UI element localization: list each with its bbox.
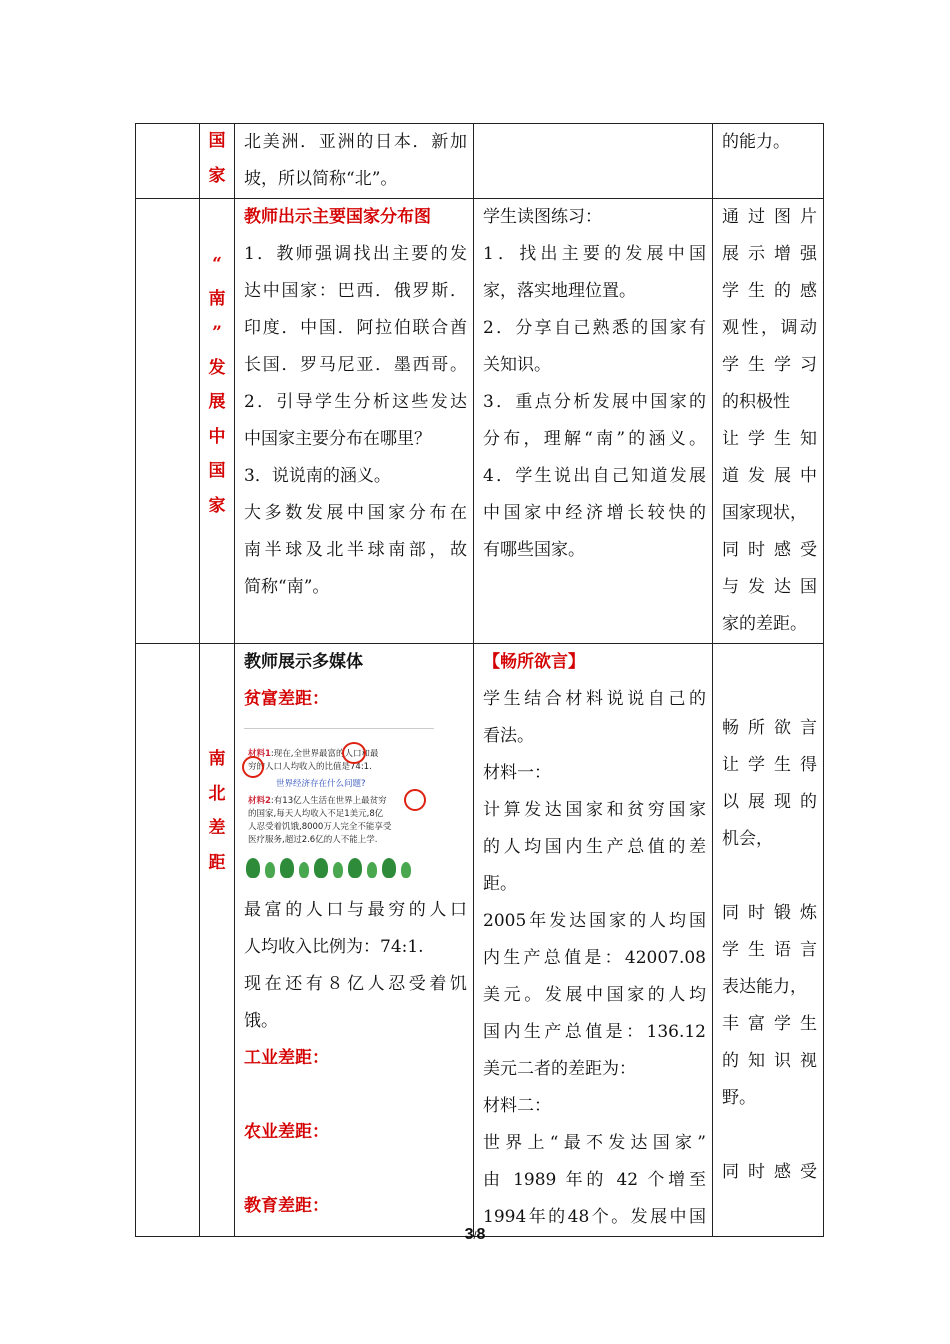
table-row [136,644,824,1237]
blank-column-cell [136,199,200,644]
tree-icon [333,862,343,878]
page-number: 3/8 [464,1226,486,1243]
highlight-circle [242,756,264,778]
design-intent-cell: 畅所欲言 让学生得 以展现的 机会， 同时锻炼 学生语言 表达能力， 丰富学生 的知识视 野。 同时感受 [713,644,824,1237]
teacher-activity-cell: 北美洲．亚洲的日本．新加 坡，所以简称“北”。 [235,124,474,199]
design-intent-cell: 的能力。 [713,124,824,199]
table-row [136,124,824,199]
student-activity-cell: 学生读图练习： 1．找出主要的发展中国 家，落实地理位置。 2．分享自己熟悉的国家有 关知识。 3．重点分析发展中国家的 分布，理解“南”的涵义。 4．学生说出自己知道发展 中国家中经济增长较快的 有哪些国家。 [474,199,713,644]
tree-icon [382,858,396,878]
table-row [136,199,824,644]
teacher-activity-cell: 教师展示多媒体 贫富差距： 材料1:现在,全世界最富的人口和最 穷的人口人均收入的比值是74:1. 世界经济存在什么问题? 材料2:有13亿人生活在世界上最贫穷 的国家,每天人均收入不足1美元,8亿 人忍受着饥饿,8000万人完全不能享受 医疗服务,超过2.6亿的人不能上学. 最富的人口与最穷的人口 人均收入比例为：74:1. 现在还有８亿人忍受着饥 饿。 工业差距： 农业差距： 教育差距： [235,644,474,1237]
tree-icon [314,858,328,878]
slide-top-rule [244,728,434,729]
tree-icon [299,862,309,878]
teacher-heading: 教师展示多媒体 [244,652,363,672]
lesson-plan-table [135,123,824,1237]
tree-icon [280,858,294,878]
tree-icon [348,858,362,878]
teacher-heading: 教师出示主要国家分布图 [244,207,431,227]
teacher-activity-cell: 教师出示主要国家分布图 1．教师强调找出主要的发 达中国家：巴西．俄罗斯． 印度．中国．阿拉伯联合酋 长国．罗马尼亚．墨西哥。 2．引导学生分析这些发达 中国家主要分布在哪里？ 3．说说南的涵义。 大多数发展中国家分布在 南半球及北半球南部，故 简称“南”。 [235,199,474,644]
blank-column-cell [136,124,200,199]
education-gap-label: 教育差距： [244,1196,329,1216]
student-heading: 【畅所欲言】 [483,652,585,672]
topic-cell: “ 南 ” 发 展 中 国 家 [200,199,235,644]
poverty-gap-label: 贫富差距： [244,689,329,709]
tree-icon [401,862,411,878]
highlight-circle [342,742,366,764]
materials-slide-image: 材料1:现在,全世界最富的人口和最 穷的人口人均收入的比值是74:1. 世界经济存在什么问题? 材料2:有13亿人生活在世界上最贫穷 的国家,每天人均收入不足1美元,8亿 人忍受着饥饿,8000万人完全不能享受 医疗服务,超过2.6亿的人不能上学. [244,728,434,886]
design-intent-cell: 通过图片 展示增强 学生的感 观性，调动 学生学习 的积极性 让学生知 道发展中 国家现状， 同时感受 与发达国 家的差距。 [713,199,824,644]
tree-decoration [246,858,411,878]
topic-cell: 国 家 [200,124,235,199]
student-activity-cell: 【畅所欲言】 学生结合材料说说自己的 看法。 材料一： 计算发达国家和贫穷国家 的人均国内生产总值的差 距。 2005年发达国家的人均国 内生产总值是：42007.08 美元。发展中国家的人均 国内生产总值是：136.12 美元二者的差距为： 材料二： 世界上“最不发达国家” 由 1989 年的 42 个增至 1994年的48个。发展中国 [474,644,713,1237]
topic-cell: 南 北 差 距 [200,644,235,1237]
agriculture-gap-label: 农业差距： [244,1122,329,1142]
industry-gap-label: 工业差距： [244,1048,329,1068]
student-activity-cell [474,124,713,199]
tree-icon [246,858,260,878]
blank-column-cell [136,644,200,1237]
highlight-circle [404,789,426,811]
tree-icon [265,862,275,878]
tree-icon [367,862,377,878]
